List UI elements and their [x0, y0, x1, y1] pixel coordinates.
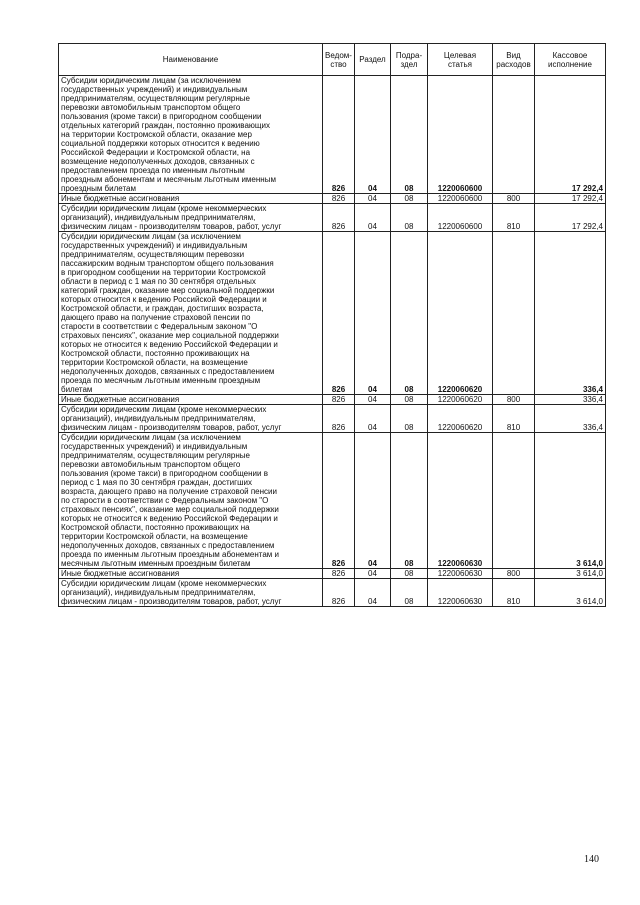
row-target: 1220060600	[428, 76, 493, 194]
row-dept: 826	[323, 405, 355, 433]
row-exp-type: 810	[493, 579, 535, 607]
row-cash: 3 614,0	[535, 433, 606, 569]
row-subsection: 08	[391, 204, 428, 232]
row-dept: 826	[323, 569, 355, 579]
row-cash: 17 292,4	[535, 204, 606, 232]
row-subsection: 08	[391, 194, 428, 204]
row-name: Иные бюджетные ассигнования	[59, 194, 323, 204]
table-row	[59, 569, 606, 579]
row-subsection: 08	[391, 405, 428, 433]
header-target: Целевая статья	[428, 44, 493, 76]
row-name: Субсидии юридическим лицам (кроме некоммерческих организаций), индивидуальным предпринимателям, физическим лицам - производителям товаров, работ, услуг	[59, 204, 323, 232]
row-name: Субсидии юридическим лицам (кроме некоммерческих организаций), индивидуальным предпринимателям, физическим лицам - производителям товаров, работ, услуг	[59, 405, 323, 433]
header-dept: Ведом- ство	[323, 44, 355, 76]
row-section: 04	[355, 76, 391, 194]
row-target: 1220060620	[428, 395, 493, 405]
row-target: 1220060600	[428, 194, 493, 204]
row-exp-type: 810	[493, 405, 535, 433]
row-subsection: 08	[391, 395, 428, 405]
row-section: 04	[355, 405, 391, 433]
row-exp-type: 800	[493, 395, 535, 405]
row-dept: 826	[323, 579, 355, 607]
header-subsection: Подра- здел	[391, 44, 428, 76]
header-row	[59, 44, 606, 76]
row-cash: 3 614,0	[535, 579, 606, 607]
table-row	[59, 395, 606, 405]
row-dept: 826	[323, 232, 355, 395]
row-name: Субсидии юридическим лицам (кроме некоммерческих организаций), индивидуальным предпринимателям, физическим лицам - производителям товаров, работ, услуг	[59, 579, 323, 607]
header-section: Раздел	[355, 44, 391, 76]
table-row	[59, 76, 606, 194]
budget-sheet	[58, 43, 605, 607]
row-subsection: 08	[391, 433, 428, 569]
row-dept: 826	[323, 433, 355, 569]
row-dept: 826	[323, 194, 355, 204]
table-row	[59, 204, 606, 232]
row-name: Иные бюджетные ассигнования	[59, 395, 323, 405]
row-exp-type: 800	[493, 569, 535, 579]
table-row	[59, 194, 606, 204]
row-target: 1220060620	[428, 232, 493, 395]
row-subsection: 08	[391, 76, 428, 194]
row-section: 04	[355, 204, 391, 232]
row-target: 1220060630	[428, 569, 493, 579]
budget-table	[58, 43, 606, 607]
row-target: 1220060620	[428, 405, 493, 433]
row-section: 04	[355, 194, 391, 204]
row-section: 04	[355, 232, 391, 395]
row-cash: 336,4	[535, 232, 606, 395]
row-target: 1220060630	[428, 579, 493, 607]
header-exp-type: Вид расходов	[493, 44, 535, 76]
row-cash: 17 292,4	[535, 194, 606, 204]
header-cash: Кассовое исполнение	[535, 44, 606, 76]
row-dept: 826	[323, 204, 355, 232]
row-cash: 17 292,4	[535, 76, 606, 194]
page-number: 140	[584, 854, 599, 865]
row-dept: 826	[323, 395, 355, 405]
row-exp-type	[493, 76, 535, 194]
row-cash: 3 614,0	[535, 569, 606, 579]
row-section: 04	[355, 569, 391, 579]
row-cash: 336,4	[535, 405, 606, 433]
row-target: 1220060600	[428, 204, 493, 232]
row-exp-type	[493, 232, 535, 395]
row-name: Субсидии юридическим лицам (за исключением государственных учреждений) и индивидуальным предпринимателям, осуществляющим перевозки пассажирским водным транспортом общего пользования в пригородном сообщении на территории Костромской области в период с 1 мая по 30 сентября отдельных категорий граждан, оказание мер социальной поддержки которых относится к ведению Российской Федерации и Костромской области, и граждан, достигших возраста, дающего право на получение страховой пенсии по старости в соответствии с Федеральным законом "О страховых пенсиях", оказание мер социальной поддержки которых не относится к ведению Российской Федерации и Костромской области, постоянно проживающих на территории Костромской области, на возмещение недополученных доходов, связанных с предоставлением проезда по месячным льготным именным проездным билетам	[59, 232, 323, 395]
table-row	[59, 232, 606, 395]
row-name: Субсидии юридическим лицам (за исключением государственных учреждений) и индивидуальным предпринимателям, осуществляющим регулярные перевозки автомобильным транспортом общего пользования (кроме такси) в пригородном сообщении в период с 1 мая по 30 сентября граждан, достигших возраста, дающего право на получение страховой пенсии по старости в соответствии с Федеральным законом "О страховых пенсиях", оказание мер социальной поддержки которых не относится к ведению Российской Федерации и Костромской области, постоянно проживающих на территории Костромской области, на возмещение недополученных доходов, связанных с предоставлением проезда по именным льготным проездным абонементам и месячным льготным именным проездным билетам	[59, 433, 323, 569]
row-name: Иные бюджетные ассигнования	[59, 569, 323, 579]
row-subsection: 08	[391, 579, 428, 607]
table-row	[59, 405, 606, 433]
row-section: 04	[355, 579, 391, 607]
row-exp-type	[493, 433, 535, 569]
row-section: 04	[355, 433, 391, 569]
row-exp-type: 800	[493, 194, 535, 204]
header-name: Наименование	[59, 44, 323, 76]
table-row	[59, 579, 606, 607]
row-subsection: 08	[391, 569, 428, 579]
table-row	[59, 433, 606, 569]
row-name: Субсидии юридическим лицам (за исключением государственных учреждений) и индивидуальным предпринимателям, осуществляющим регулярные перевозки автомобильным транспортом общего пользования (кроме такси) в пригородном сообщении отдельных категорий граждан, постоянно проживающих на территории Костромской области, оказание мер социальной поддержки которых относится к ведению Российской Федерации и Костромской области, на возмещение недополученных доходов, связанных с предоставлением проезда по именным льготным проездным абонементам и месячным льготным именным проездным билетам	[59, 76, 323, 194]
row-exp-type: 810	[493, 204, 535, 232]
row-section: 04	[355, 395, 391, 405]
row-dept: 826	[323, 76, 355, 194]
row-cash: 336,4	[535, 395, 606, 405]
row-subsection: 08	[391, 232, 428, 395]
row-target: 1220060630	[428, 433, 493, 569]
table-body	[59, 76, 606, 607]
